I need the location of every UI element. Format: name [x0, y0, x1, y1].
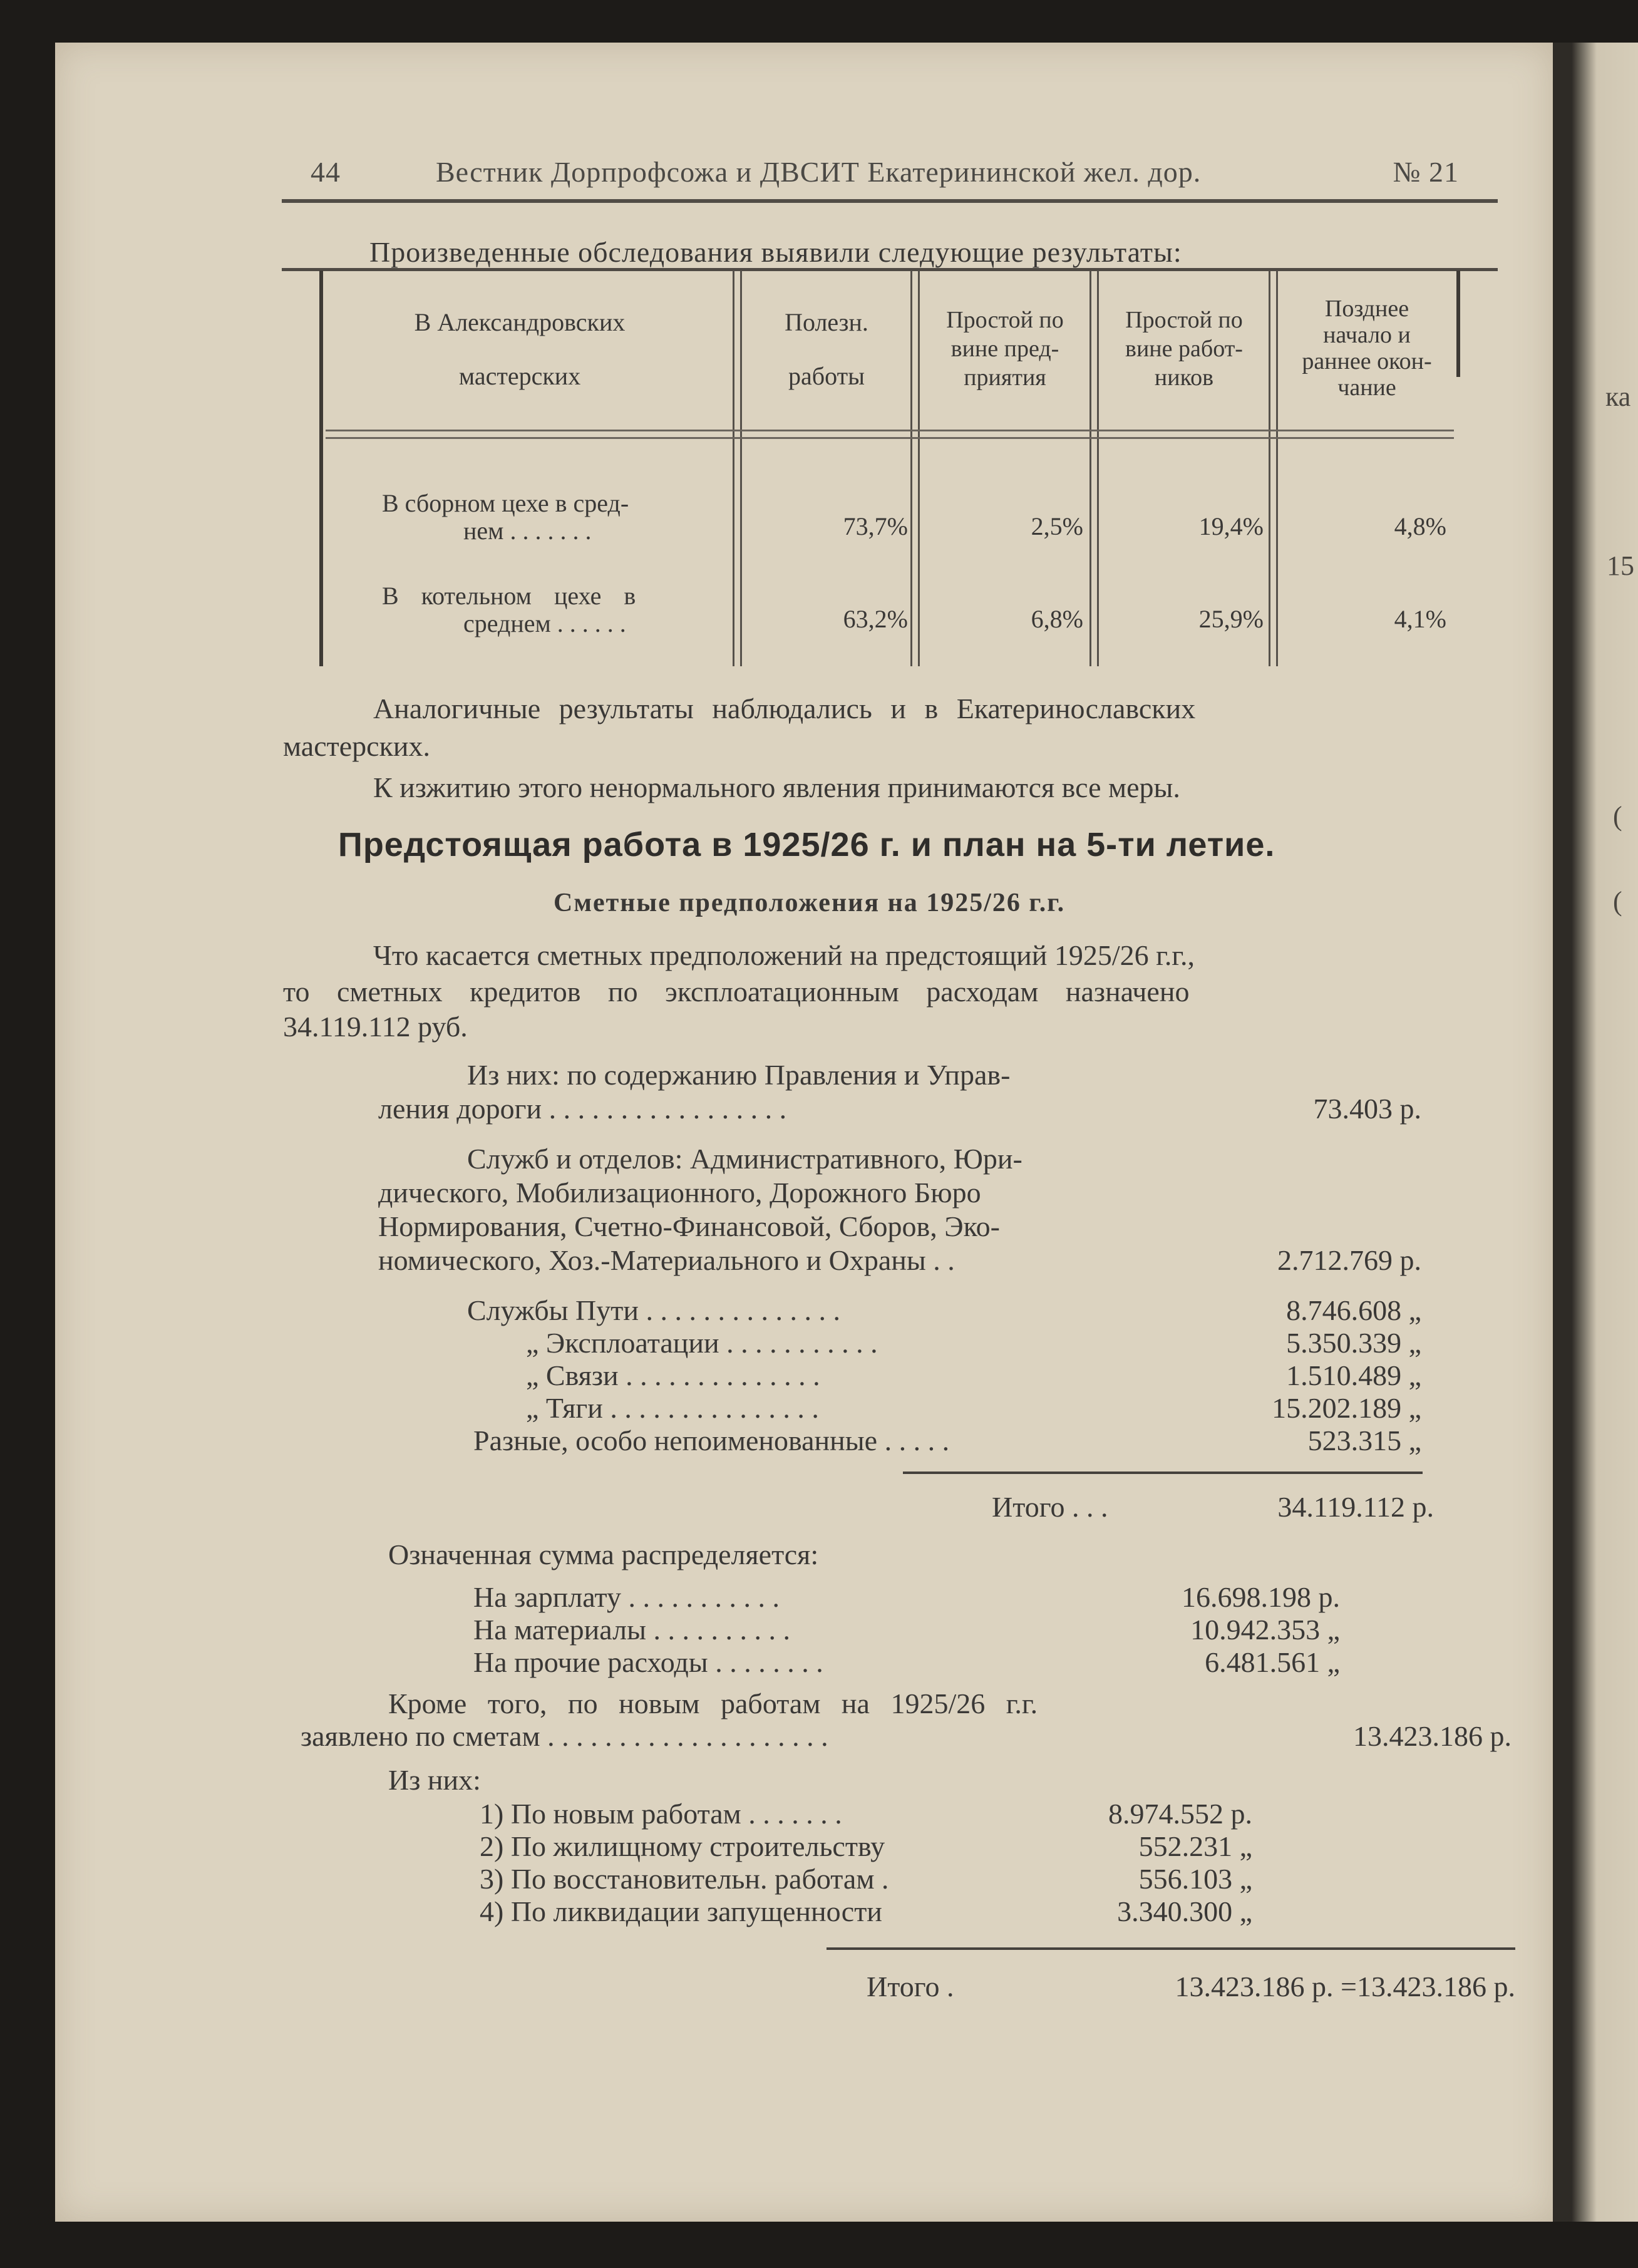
new-works-item-amount: 8.974.552 р.	[1108, 1798, 1252, 1830]
column-divider	[740, 271, 742, 666]
header-useful-work: Полезн. работы	[785, 308, 868, 390]
paragraph-measures: К изжитию этого ненормального явления принимаются все меры.	[373, 771, 1180, 803]
column-divider	[1276, 271, 1278, 666]
column-divider	[1089, 271, 1091, 666]
of-them-label: Из них:	[388, 1764, 481, 1796]
budget-services-amount: 2.712.769 р.	[1277, 1244, 1421, 1276]
new-works-amount: 13.423.186 р.	[1353, 1720, 1512, 1752]
column-divider	[1097, 271, 1099, 666]
budget-item-label: „ Эксплоатации . . . . . . . . . . .	[526, 1327, 878, 1359]
cell-idle-workers: 25,9%	[1198, 605, 1264, 633]
budget-item-amount: 15.202.189 „	[1272, 1392, 1421, 1424]
paragraph-similar-end: мастерских.	[283, 730, 431, 762]
distribution-amount: 10.942.353 „	[1190, 1614, 1340, 1646]
budget-item-amount: 523.315 „	[1307, 1425, 1421, 1456]
new-works-item-amount: 3.340.300 „	[1117, 1895, 1252, 1927]
new-works-item-label: 2) По жилищному строительству	[480, 1830, 885, 1862]
budget-item-label: Разные, особо непоименованные . . . . .	[473, 1425, 950, 1456]
estimate-line: то сметных кредитов по эксплоатационным расходам назначено	[283, 976, 1190, 1008]
budget-item-label: „ Тяги . . . . . . . . . . . . . . .	[526, 1392, 819, 1424]
budget-total-label: Итого . . .	[992, 1491, 1108, 1523]
issue-number: № 21	[1393, 156, 1459, 188]
cell-useful: 73,7%	[843, 512, 908, 540]
estimate-line: 34.119.112 руб.	[283, 1011, 468, 1043]
edge-glyph: 15	[1607, 550, 1634, 581]
journal-title: Вестник Дорпрофсожа и ДВСИТ Екатерининской жел. дор.	[436, 156, 1202, 188]
intro-text: Произведенные обследования выявили следующие результаты:	[369, 236, 1182, 268]
column-divider	[910, 271, 912, 666]
new-works-item-label: 1) По новым работам . . . . . . .	[480, 1798, 842, 1830]
budget-services-line: Нормирования, Счетно-Финансовой, Сборов, Эко-	[378, 1210, 1000, 1242]
edge-glyph: ка	[1605, 381, 1631, 412]
column-divider	[733, 271, 734, 666]
section-subtitle: Сметные предположения на 1925/26 г.г.	[554, 889, 1066, 917]
budget-services-line: Служб и отделов: Административного, Юри-	[467, 1143, 1022, 1175]
header-rule	[282, 199, 1498, 203]
cell-idle-enterprise: 6,8%	[1031, 605, 1083, 633]
new-works-total-amount: 13.423.186 р. =13.423.186 р.	[1175, 1971, 1515, 2003]
distribution-label: На зарплату . . . . . . . . . . .	[473, 1581, 780, 1613]
budget-item-amount: 5.350.339 „	[1286, 1327, 1421, 1359]
new-works-item-label: 4) По ликвидации запущенности	[480, 1895, 882, 1927]
distribution-amount: 6.481.561 „	[1205, 1646, 1340, 1678]
new-works-line: Кроме того, по новым работам на 1925/26 г.г.	[388, 1688, 1038, 1719]
table-right-border	[1456, 271, 1460, 377]
header-late-start: Позднее начало и раннее окон- чание	[1302, 296, 1432, 401]
new-works-item-amount: 552.231 „	[1138, 1830, 1252, 1862]
cell-useful: 63,2%	[843, 605, 908, 633]
header-idle-workers: Простой по вине работ- ников	[1125, 307, 1243, 391]
budget-services-line: дического, Мобилизационного, Дорожного Бюро	[378, 1177, 981, 1209]
next-page-edge	[1553, 43, 1638, 2222]
budget-services-line: номического, Хоз.-Материального и Охраны . .	[378, 1244, 955, 1276]
running-header	[311, 155, 1459, 193]
table-left-border	[319, 271, 323, 666]
cell-idle-enterprise: 2,5%	[1031, 512, 1083, 540]
budget-admin-line: ления дороги . . . . . . . . . . . . . . . . .	[378, 1093, 787, 1125]
cell-late-start: 4,8%	[1394, 512, 1446, 540]
distribution-label: На материалы . . . . . . . . . .	[473, 1614, 790, 1646]
new-works-line: заявлено по сметам . . . . . . . . . . . . . . . . . . . .	[301, 1720, 828, 1752]
budget-total-amount: 34.119.112 р.	[1277, 1491, 1434, 1523]
header-separator	[326, 430, 1454, 431]
results-table	[319, 271, 1460, 666]
budget-item-label: Службы Пути . . . . . . . . . . . . . .	[467, 1294, 840, 1326]
total-rule	[903, 1472, 1423, 1474]
new-works-item-label: 3) По восстановительн. работам .	[480, 1863, 889, 1895]
budget-item-amount: 1.510.489 „	[1286, 1359, 1421, 1391]
cell-idle-workers: 19,4%	[1198, 512, 1264, 540]
header-idle-enterprise: Простой по вине пред- приятия	[946, 307, 1064, 391]
row-label-boiler: В котельном цехе в среднем . . . . . .	[382, 582, 636, 637]
budget-item-amount: 8.746.608 „	[1286, 1294, 1421, 1326]
column-divider	[918, 271, 920, 666]
budget-admin-amount: 73.403 р.	[1313, 1093, 1421, 1125]
estimate-line: Что касается сметных предположений на предстоящий 1925/26 г.г.,	[373, 939, 1195, 971]
header-workshop: В Александровских мастерских	[414, 308, 626, 390]
edge-glyph: (	[1613, 886, 1622, 917]
header-separator	[326, 437, 1454, 439]
new-works-total-label: Итого .	[867, 1971, 954, 2003]
new-works-item-amount: 556.103 „	[1138, 1863, 1252, 1895]
budget-item-label: „ Связи . . . . . . . . . . . . . .	[526, 1359, 820, 1391]
row-label-assembly: В сборном цехе в сред- нем . . . . . . .	[382, 489, 629, 545]
page-number: 44	[311, 156, 341, 188]
column-divider	[1269, 271, 1270, 666]
edge-glyph: (	[1613, 801, 1622, 832]
new-works-total-rule	[827, 1947, 1515, 1950]
budget-admin-line: Из них: по содержанию Правления и Управ-	[467, 1059, 1011, 1091]
section-title: Предстоящая работа в 1925/26 г. и план на 5-ти летие.	[338, 826, 1275, 863]
distribution-amount: 16.698.198 р.	[1182, 1581, 1340, 1613]
distribution-intro: Означенная сумма распределяется:	[388, 1539, 819, 1570]
paragraph-similar: Аналогичные результаты наблюдались и в Екатеринославских	[373, 693, 1196, 724]
distribution-label: На прочие расходы . . . . . . . .	[473, 1646, 823, 1678]
cell-late-start: 4,1%	[1394, 605, 1446, 633]
